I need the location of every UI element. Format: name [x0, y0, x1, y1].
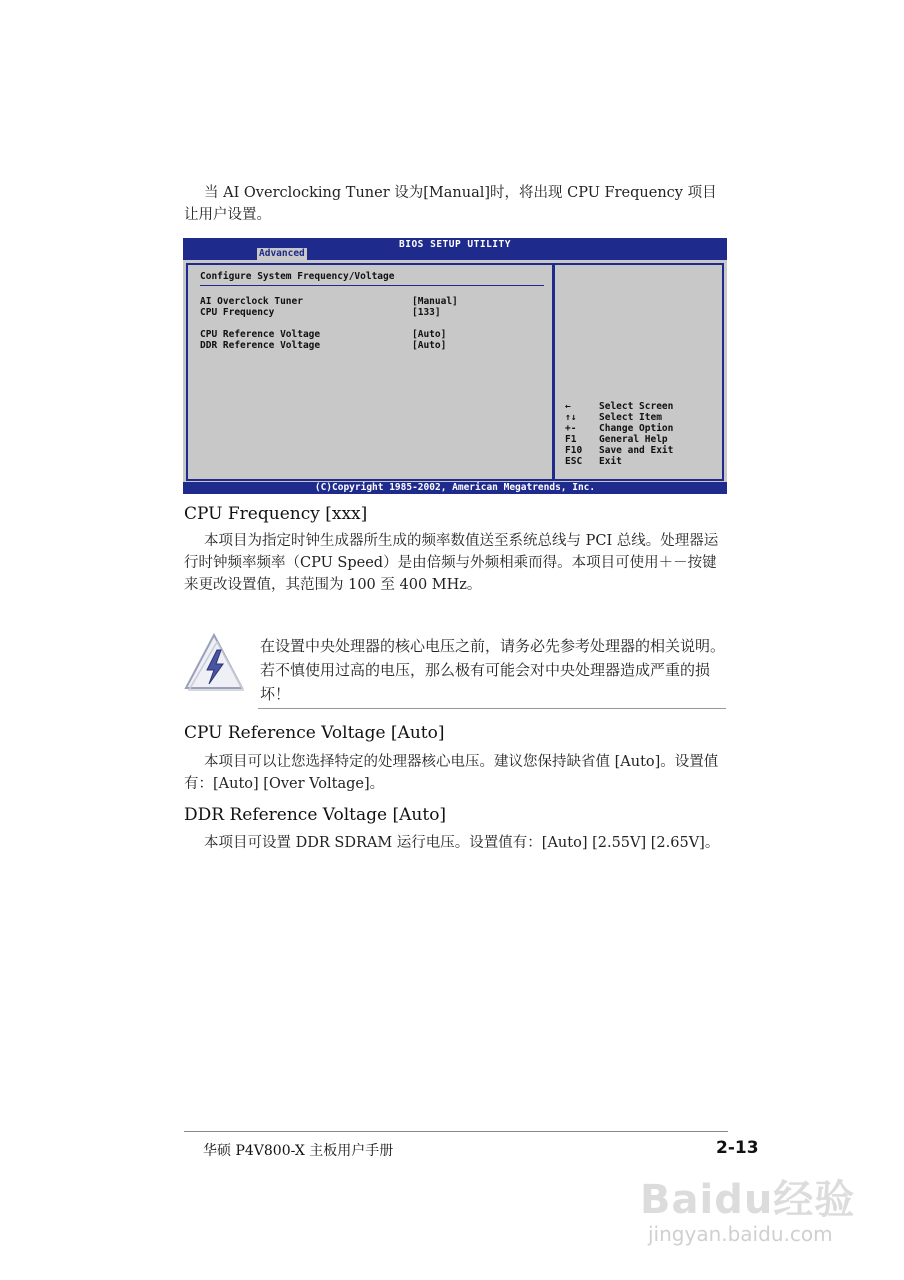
- setting-cpu-reference-voltage: CPU Reference Voltage: [200, 329, 321, 340]
- help-key-esc: ESC: [565, 456, 583, 467]
- baidu-watermark-logo: Baidu经验: [640, 1177, 856, 1223]
- paragraph-cpu-frequency: 本项目为指定时钟生成器所生成的频率数值送至系统总线与 PCI 总线。处理器运行时钟频率频率（CPU Speed）是由倍频与外频相乘而得。本项目可使用＋－按键来更改设置值，其范围为 100 至 400 MHz。: [184, 533, 719, 593]
- intro-paragraph: 当 AI Overclocking Tuner 设为[Manual]时，将出现 CPU Frequency 项目让用户设置。: [184, 185, 717, 223]
- bios-status-bar: [183, 482, 727, 494]
- help-change-option: Change Option: [599, 423, 674, 434]
- bios-help-panel: [553, 263, 724, 481]
- bios-section-divider: [200, 285, 544, 286]
- warning-divider: [258, 708, 726, 709]
- baidu-watermark-url: jingyan.baidu.com: [648, 1222, 833, 1246]
- setting-ddr-reference-voltage-value: [Auto]: [412, 340, 447, 351]
- heading-cpu-reference-voltage: CPU Reference Voltage [Auto]: [184, 723, 445, 743]
- help-select-screen: Select Screen: [599, 401, 674, 412]
- setting-ai-overclock-tuner-value: [Manual]: [412, 296, 458, 307]
- bios-section-title: Configure System Frequency/Voltage: [200, 271, 395, 282]
- footer-manual-title: 华硕 P4V800-X 主板用户手册: [203, 1143, 394, 1159]
- help-select-item: Select Item: [599, 412, 662, 423]
- heading-cpu-frequency: CPU Frequency [xxx]: [184, 504, 368, 524]
- bios-settings-panel: [186, 263, 554, 481]
- heading-ddr-reference-voltage: DDR Reference Voltage [Auto]: [184, 805, 447, 825]
- up-down-arrow-icon: ↑↓: [565, 412, 577, 423]
- help-save-and-exit: Save and Exit: [599, 445, 674, 456]
- help-key-plus-minus: +-: [565, 423, 577, 434]
- paragraph-ddr-reference-voltage: 本项目可设置 DDR SDRAM 运行电压。设置值有：[Auto] [2.55V] [2.65V]。: [204, 835, 720, 851]
- setting-ai-overclock-tuner: AI Overclock Tuner: [200, 296, 303, 307]
- tab-advanced: Advanced: [259, 248, 305, 259]
- help-key-f10: F10: [565, 445, 583, 456]
- bios-title: BIOS SETUP UTILITY: [399, 239, 511, 250]
- paragraph-cpu-reference-voltage: 本项目可以让您选择特定的处理器核心电压。建议您保持缺省值 [Auto]。设置值有：[Auto] [Over Voltage]。: [184, 754, 719, 792]
- help-key-f1: F1: [565, 434, 577, 445]
- bios-screenshot: [183, 238, 727, 494]
- page-number: 2-13: [716, 1138, 759, 1158]
- bios-copyright: (C)Copyright 1985-2002, American Megatrends, Inc.: [314, 482, 596, 493]
- warning-icon: [183, 632, 245, 692]
- bios-title-bar: [183, 238, 727, 260]
- footer-divider: [184, 1131, 728, 1132]
- help-general-help: General Help: [599, 434, 668, 445]
- left-arrow-icon: ←: [565, 401, 571, 412]
- setting-cpu-reference-voltage-value: [Auto]: [412, 329, 447, 340]
- help-exit: Exit: [599, 456, 622, 467]
- setting-cpu-frequency: CPU Frequency: [200, 307, 275, 318]
- setting-cpu-frequency-value: [133]: [412, 307, 441, 318]
- warning-text: 在设置中央处理器的核心电压之前，请务必先参考处理器的相关说明。若不慎使用过高的电压，那么极有可能会对中央处理器造成严重的损坏！: [260, 637, 726, 703]
- setting-ddr-reference-voltage: DDR Reference Voltage: [200, 340, 321, 351]
